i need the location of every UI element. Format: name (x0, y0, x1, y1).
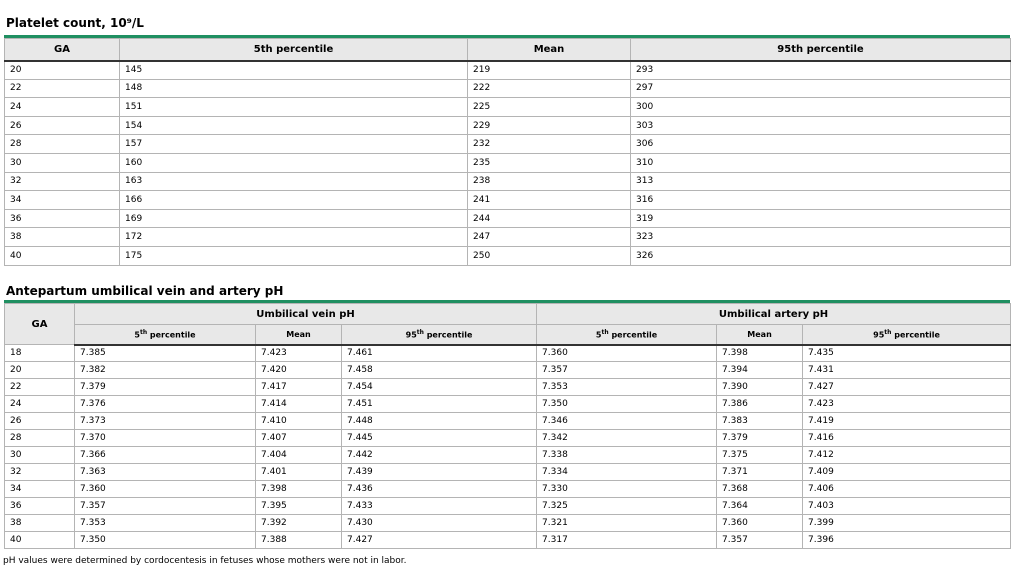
table-cell: 7.373 (75, 413, 256, 430)
table-cell: 30 (5, 447, 75, 464)
table-cell: 7.416 (803, 430, 1011, 447)
table-cell: 225 (468, 98, 631, 117)
table-cell: 36 (5, 498, 75, 515)
table-cell: 7.435 (803, 345, 1011, 362)
table-cell: 32 (5, 464, 75, 481)
table-cell: 7.375 (717, 447, 803, 464)
table-cell: 7.346 (537, 413, 717, 430)
table-cell: 148 (120, 79, 468, 98)
table-cell: 40 (5, 532, 75, 549)
table-cell: 7.368 (717, 481, 803, 498)
header-5th-percentile: 5th percentile (120, 39, 468, 61)
table-cell: 7.364 (717, 498, 803, 515)
table-cell: 169 (120, 209, 468, 228)
table-row (5, 79, 1011, 98)
table-cell: 247 (468, 228, 631, 247)
table-cell: 7.433 (342, 498, 537, 515)
table-row (5, 362, 1011, 379)
table-cell: 219 (468, 61, 631, 80)
ph-table-container (4, 300, 1010, 549)
table-cell: 310 (631, 153, 1011, 172)
table-cell: 7.357 (717, 532, 803, 549)
header-artery-mean: Mean (717, 325, 803, 345)
table-cell: 28 (5, 430, 75, 447)
table-cell: 7.325 (537, 498, 717, 515)
pct-suffix: th (139, 328, 148, 336)
header-vein-95th-percentile (342, 325, 537, 345)
table-cell: 7.427 (803, 379, 1011, 396)
table-cell: 7.399 (803, 515, 1011, 532)
table-row (5, 345, 1011, 362)
table-cell: 244 (468, 209, 631, 228)
table-cell: 7.420 (256, 362, 342, 379)
table-row (5, 379, 1011, 396)
table-cell: 7.353 (75, 515, 256, 532)
table-cell: 7.419 (803, 413, 1011, 430)
table-cell: 7.398 (256, 481, 342, 498)
table-cell: 7.396 (803, 532, 1011, 549)
table-cell: 20 (5, 61, 120, 80)
pct-suffix: th (416, 328, 424, 336)
platelet-header-row (5, 39, 1011, 61)
table-cell: 166 (120, 191, 468, 210)
header-ga: GA (5, 39, 120, 61)
table-cell: 7.360 (537, 345, 717, 362)
table-cell: 7.383 (717, 413, 803, 430)
table-row (5, 116, 1011, 135)
table-row (5, 464, 1011, 481)
pct-suffix: th (884, 328, 892, 336)
table-cell: 7.385 (75, 345, 256, 362)
table-cell: 7.427 (342, 532, 537, 549)
ph-header-row-1 (5, 304, 1011, 325)
table-cell: 7.409 (803, 464, 1011, 481)
pct-number: 95 (873, 330, 885, 340)
table-cell: 24 (5, 98, 120, 117)
table-cell: 20 (5, 362, 75, 379)
table-cell: 22 (5, 79, 120, 98)
table-cell: 7.451 (342, 396, 537, 413)
table-cell: 7.410 (256, 413, 342, 430)
table-cell: 7.445 (342, 430, 537, 447)
table-cell: 172 (120, 228, 468, 247)
table-cell: 26 (5, 116, 120, 135)
table-cell: 7.398 (717, 345, 803, 362)
table-cell: 293 (631, 61, 1011, 80)
table-cell: 7.360 (717, 515, 803, 532)
table-row (5, 498, 1011, 515)
table-row (5, 191, 1011, 210)
table-cell: 7.412 (803, 447, 1011, 464)
table-cell: 250 (468, 246, 631, 265)
table-cell: 7.417 (256, 379, 342, 396)
header-ga: GA (5, 304, 75, 345)
table-cell: 313 (631, 172, 1011, 191)
table-cell: 157 (120, 135, 468, 154)
table-cell: 160 (120, 153, 468, 172)
header-vein-mean: Mean (256, 325, 342, 345)
table-cell: 24 (5, 396, 75, 413)
ph-header-row-2 (5, 325, 1011, 345)
table-cell: 40 (5, 246, 120, 265)
table-cell: 222 (468, 79, 631, 98)
table-cell: 7.448 (342, 413, 537, 430)
table-cell: 319 (631, 209, 1011, 228)
table-cell: 7.379 (717, 430, 803, 447)
table-cell: 7.321 (537, 515, 717, 532)
header-artery-95th-percentile (803, 325, 1011, 345)
table-cell: 326 (631, 246, 1011, 265)
table-cell: 7.376 (75, 396, 256, 413)
header-umbilical-artery-ph: Umbilical artery pH (537, 304, 1011, 325)
header-umbilical-vein-ph: Umbilical vein pH (75, 304, 537, 325)
table-cell: 7.334 (537, 464, 717, 481)
table-cell: 7.394 (717, 362, 803, 379)
table-cell: 7.390 (717, 379, 803, 396)
table-cell: 175 (120, 246, 468, 265)
table-cell: 241 (468, 191, 631, 210)
table-cell: 145 (120, 61, 468, 80)
table-cell: 7.454 (342, 379, 537, 396)
header-vein-5th-percentile (75, 325, 256, 345)
table-cell: 235 (468, 153, 631, 172)
table-row (5, 246, 1011, 265)
table-cell: 7.353 (537, 379, 717, 396)
table-cell: 7.386 (717, 396, 803, 413)
table-cell: 7.338 (537, 447, 717, 464)
table-row (5, 532, 1011, 549)
table-row (5, 515, 1011, 532)
table-cell: 7.403 (803, 498, 1011, 515)
table-cell: 36 (5, 209, 120, 228)
table-cell: 7.423 (803, 396, 1011, 413)
table-cell: 18 (5, 345, 75, 362)
table-cell: 7.401 (256, 464, 342, 481)
table-cell: 7.458 (342, 362, 537, 379)
table-row (5, 135, 1011, 154)
table-cell: 151 (120, 98, 468, 117)
ph-table-body (5, 345, 1011, 549)
table-cell: 7.388 (256, 532, 342, 549)
header-mean: Mean (468, 39, 631, 61)
header-artery-5th-percentile (537, 325, 717, 345)
table-cell: 7.406 (803, 481, 1011, 498)
table-cell: 232 (468, 135, 631, 154)
table-cell: 7.430 (342, 515, 537, 532)
table-row (5, 172, 1011, 191)
table-row (5, 447, 1011, 464)
table-cell: 22 (5, 379, 75, 396)
footnote: pH values were determined by cordocentesis in fetuses whose mothers were not in labor. (3, 556, 407, 566)
pct-label: percentile (611, 330, 658, 340)
pct-label: percentile (149, 330, 196, 340)
ph-table (4, 303, 1011, 549)
table-cell: 34 (5, 481, 75, 498)
table-cell: 7.363 (75, 464, 256, 481)
table-cell: 7.342 (537, 430, 717, 447)
table-cell: 7.350 (537, 396, 717, 413)
table-cell: 323 (631, 228, 1011, 247)
pct-number: 95 (405, 330, 417, 340)
table-row (5, 430, 1011, 447)
table-row (5, 396, 1011, 413)
table-cell: 238 (468, 172, 631, 191)
pct-number: 5 (134, 330, 140, 340)
table-cell: 7.366 (75, 447, 256, 464)
table-row (5, 98, 1011, 117)
table-cell: 229 (468, 116, 631, 135)
pct-number: 5 (595, 330, 602, 340)
table-row (5, 209, 1011, 228)
table-cell: 38 (5, 228, 120, 247)
table-cell: 7.439 (342, 464, 537, 481)
table-cell: 7.382 (75, 362, 256, 379)
table-cell: 30 (5, 153, 120, 172)
table-cell: 7.371 (717, 464, 803, 481)
pct-suffix: th (601, 328, 609, 336)
table-row (5, 413, 1011, 430)
header-95th-percentile: 95th percentile (631, 39, 1011, 61)
table-cell: 303 (631, 116, 1011, 135)
table-cell: 7.357 (537, 362, 717, 379)
table-cell: 38 (5, 515, 75, 532)
platelet-table-container (4, 35, 1010, 266)
table-cell: 7.330 (537, 481, 717, 498)
table-cell: 163 (120, 172, 468, 191)
table-cell: 7.370 (75, 430, 256, 447)
table-row (5, 228, 1011, 247)
table-cell: 316 (631, 191, 1011, 210)
table-cell: 7.404 (256, 447, 342, 464)
table-row (5, 481, 1011, 498)
table-cell: 7.379 (75, 379, 256, 396)
table-cell: 7.360 (75, 481, 256, 498)
platelet-table-title: Platelet count, 10⁹/L (6, 16, 144, 30)
table-cell: 7.395 (256, 498, 342, 515)
table-cell: 7.442 (342, 447, 537, 464)
table-cell: 7.317 (537, 532, 717, 549)
table-cell: 7.461 (342, 345, 537, 362)
table-cell: 297 (631, 79, 1011, 98)
table-cell: 32 (5, 172, 120, 191)
table-cell: 7.436 (342, 481, 537, 498)
pct-label: percentile (426, 330, 473, 340)
table-row (5, 61, 1011, 80)
ph-table-title: Antepartum umbilical vein and artery pH (6, 284, 284, 298)
table-cell: 26 (5, 413, 75, 430)
table-cell: 7.431 (803, 362, 1011, 379)
table-cell: 154 (120, 116, 468, 135)
table-row (5, 153, 1011, 172)
table-cell: 300 (631, 98, 1011, 117)
table-cell: 306 (631, 135, 1011, 154)
pct-label: percentile (894, 330, 940, 340)
table-cell: 7.407 (256, 430, 342, 447)
table-cell: 7.357 (75, 498, 256, 515)
table-cell: 28 (5, 135, 120, 154)
table-cell: 7.423 (256, 345, 342, 362)
platelet-table (4, 38, 1011, 266)
table-cell: 7.392 (256, 515, 342, 532)
table-cell: 34 (5, 191, 120, 210)
platelet-table-body (5, 61, 1011, 266)
table-cell: 7.350 (75, 532, 256, 549)
table-cell: 7.414 (256, 396, 342, 413)
